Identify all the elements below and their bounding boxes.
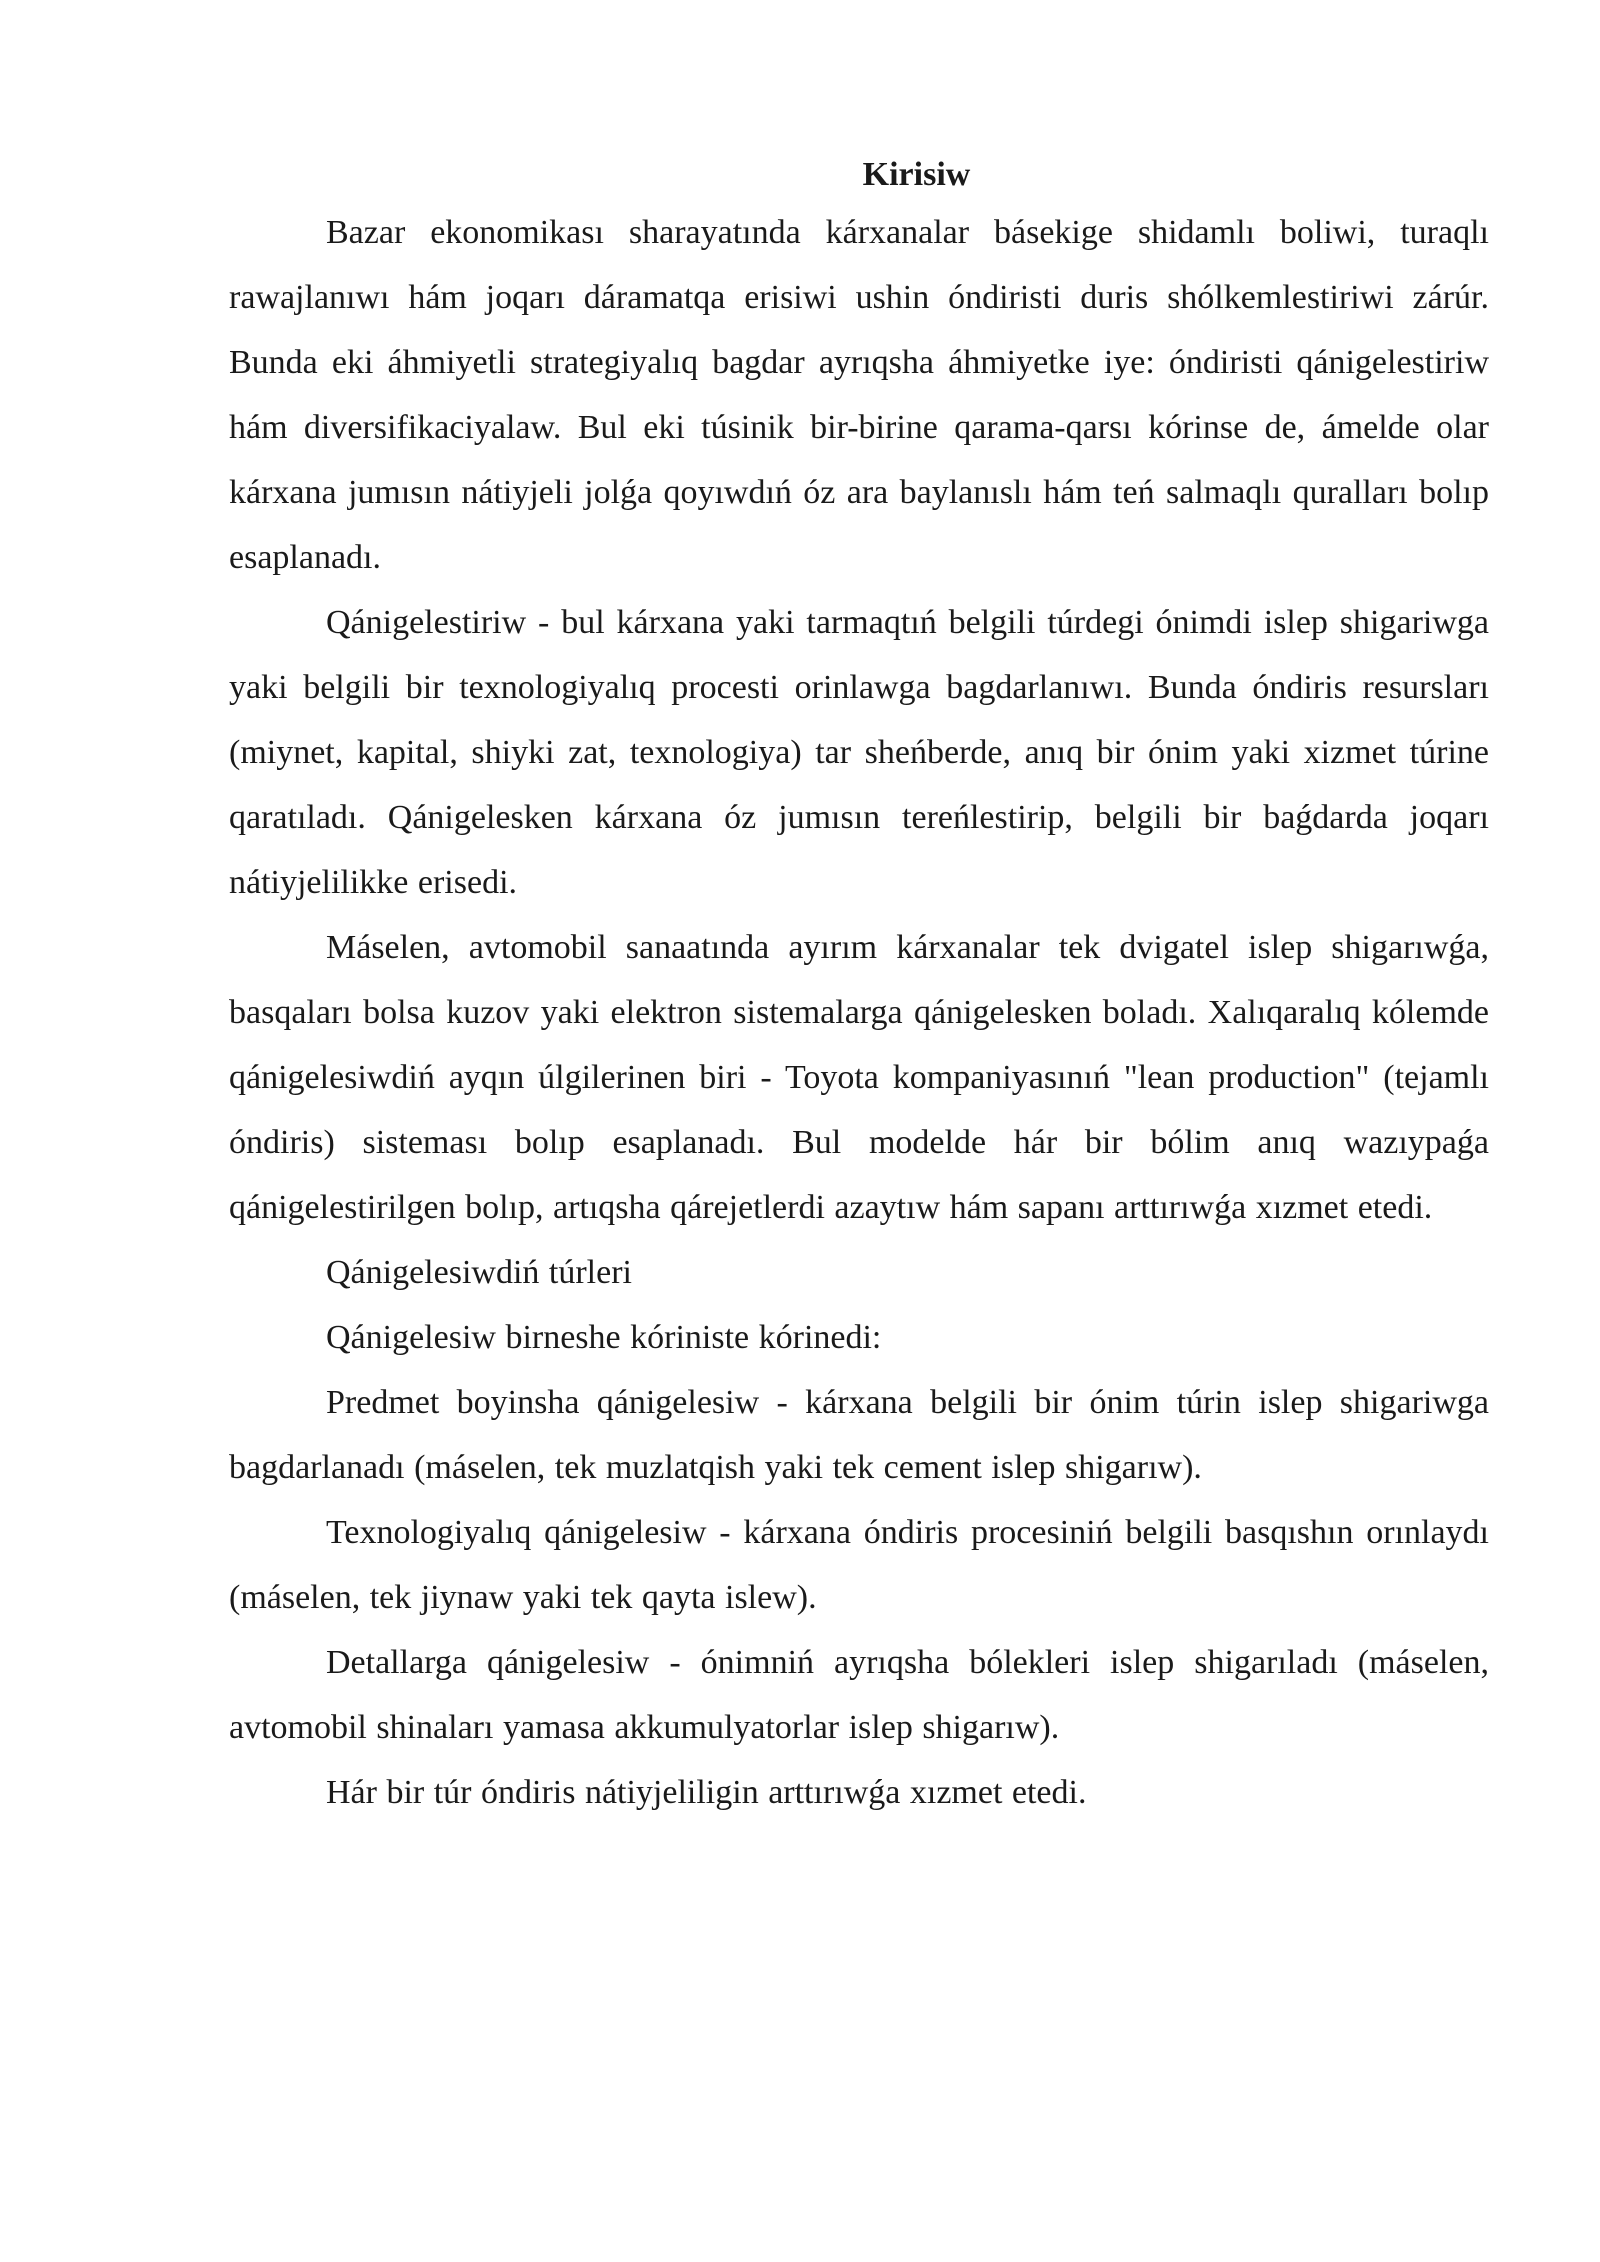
document-body [229, 150, 1489, 1825]
paragraph: Bazar ekonomikası sharayatında kárxanalar básekige shidamlı boliwi, turaqlı rawajlanıwı hám joqarı dáramatqa erisiwi ushin óndiristi duris shólkemlestiriwi zárúr. Bunda eki áhmiyetli strategiyalıq bagdar ayrıqsha áhmiyetke iye: óndiristi qánigelestiriw hám diversifikaciyalaw. Bul eki túsinik bir-birine qarama-qarsı kórinse de, ámelde olar kárxana jumısın nátiyjeli jolǵa qoyıwdıń óz ara baylanıslı hám teń salmaqlı quralları bolıp esaplanadı. [229, 214, 1489, 576]
paragraph: Qánigelesiw birneshe kóriniste kórinedi: [326, 1319, 882, 1356]
paragraph: Qánigelestiriw - bul kárxana yaki tarmaqtıń belgili túrdegi ónimdi islep shigariwga yaki belgili bir texnologiyalıq procesti orinlawga bagdarlanıwı. Bunda óndiris resursları (miynet, kapital, shiyki zat, texnologiya) tar sheńberde, anıq bir ónim yaki xizmet túrine qaratıladı. Qánigelesken kárxana óz jumısın tereńlestirip, belgili bir baǵdarda joqarı nátiyjelilikke erisedi. [229, 604, 1489, 901]
paragraph: Hár bir túr óndiris nátiyjeliligin arttırıwǵa xızmet etedi. [326, 1774, 1087, 1811]
paragraph: Detallarga qánigelesiw - ónimniń ayrıqsha bólekleri islep shigarıladı (máselen, avtomobil shinaları yamasa akkumulyatorlar islep shigarıw). [229, 1644, 1489, 1746]
paragraph: Máselen, avtomobil sanaatında ayırım kárxanalar tek dvigatel islep shigarıwǵa, basqaları bolsa kuzov yaki elektron sistemalarga qánigelesken boladı. Xalıqaralıq kólemde qánigelesiwdiń ayqın úlgilerinen biri - Toyota kompaniyasınıń "lean production" (tejamlı óndiris) sisteması bolıp esaplanadı. Bul modelde hár bir bólim anıq wazıypaǵa qánigelestirilgen bolıp, artıqsha qárejetlerdi azaytıw hám sapanı arttırıwǵa xızmet etedi. [229, 929, 1489, 1226]
section-heading: Qánigelesiwdiń túrleri [326, 1254, 632, 1291]
document-title: Kirisiw [862, 156, 971, 193]
paragraph: Predmet boyinsha qánigelesiw - kárxana belgili bir ónim túrin islep shigariwga bagdarlanadı (máselen, tek muzlatqish yaki tek cement islep shigarıw). [229, 1384, 1489, 1486]
paragraph: Texnologiyalıq qánigelesiw - kárxana óndiris procesiniń belgili basqıshın orınlaydı (máselen, tek jiynaw yaki tek qayta islew). [229, 1514, 1489, 1616]
